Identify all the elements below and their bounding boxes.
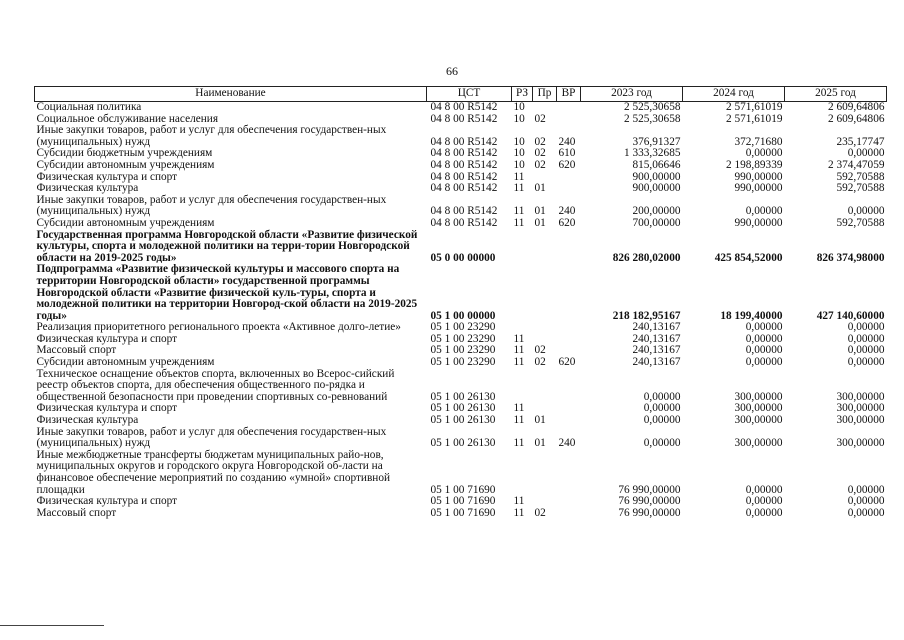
table-row bbox=[35, 508, 887, 520]
row-2023: 76 990,00000 bbox=[618, 495, 681, 508]
row-cst: 05 1 00 26130 bbox=[430, 402, 496, 415]
row-vr bbox=[557, 102, 581, 114]
table-header-row bbox=[35, 87, 887, 102]
row-2024: 0,00000 bbox=[745, 483, 783, 496]
row-2023: 700,00000 bbox=[632, 216, 681, 229]
row-pr: 02 bbox=[534, 158, 546, 171]
row-vr bbox=[557, 450, 581, 496]
row-rz: 11 bbox=[513, 332, 525, 345]
row-2025: 0,00000 bbox=[847, 344, 885, 357]
row-cst: 05 1 00 71690 bbox=[430, 483, 496, 496]
row-2024: 2 571,61019 bbox=[726, 101, 783, 113]
row-2023: 240,13167 bbox=[632, 321, 681, 334]
row-2025: 300,00000 bbox=[836, 414, 885, 427]
row-2023: 376,91327 bbox=[632, 135, 681, 148]
row-name: Иные закупки товаров, работ и услуг для обеспечения государствен-ных (муниципальных) нужд bbox=[36, 193, 387, 218]
table-row bbox=[35, 125, 887, 148]
row-2023: 2 525,30658 bbox=[624, 101, 681, 113]
row-2023: 1 333,32685 bbox=[624, 147, 681, 160]
row-cst: 05 1 00 71690 bbox=[430, 506, 496, 519]
row-2025: 592,70588 bbox=[836, 216, 885, 229]
row-rz: 10 bbox=[513, 101, 525, 113]
row-2023: 240,13167 bbox=[632, 332, 681, 345]
row-pr bbox=[533, 264, 557, 322]
row-2025: 0,00000 bbox=[847, 147, 885, 160]
header-2024: 2024 год bbox=[683, 87, 785, 102]
row-name: Физическая культура и спорт bbox=[36, 170, 178, 183]
row-rz: 11 bbox=[513, 170, 525, 183]
row-name: Реализация приоритетного регионального проекта «Активное долго-летие» bbox=[36, 321, 401, 334]
table-row bbox=[35, 102, 887, 114]
row-2023: 2 525,30658 bbox=[624, 112, 681, 125]
header-name: Наименование bbox=[35, 87, 427, 102]
row-2023: 76 990,00000 bbox=[618, 506, 681, 519]
row-2023: 200,00000 bbox=[632, 205, 681, 218]
row-name: Массовый спорт bbox=[36, 506, 117, 519]
row-2025: 2 609,64806 bbox=[828, 101, 885, 113]
row-pr: 01 bbox=[534, 205, 546, 218]
table-row bbox=[35, 195, 887, 218]
header-cst: ЦСТ bbox=[427, 87, 512, 102]
row-2025: 235,17747 bbox=[836, 135, 885, 148]
table-row bbox=[35, 230, 887, 265]
row-name: Субсидии автономным учреждениям bbox=[36, 158, 215, 171]
row-vr bbox=[557, 114, 581, 126]
row-2024: 300,00000 bbox=[734, 437, 783, 450]
row-2024: 0,00000 bbox=[745, 321, 783, 334]
budget-table bbox=[34, 86, 887, 519]
row-cst: 04 8 00 R5142 bbox=[430, 101, 498, 113]
row-2023: 900,00000 bbox=[632, 170, 681, 183]
row-cst: 04 8 00 R5142 bbox=[430, 205, 498, 218]
table-row bbox=[35, 160, 887, 172]
row-name: Социальная политика bbox=[36, 101, 142, 113]
row-rz: 10 bbox=[513, 112, 525, 125]
row-pr: 02 bbox=[534, 506, 546, 519]
header-2023: 2023 год bbox=[581, 87, 683, 102]
row-2025: 2 609,64806 bbox=[828, 112, 885, 125]
row-name: Социальное обслуживание населения bbox=[36, 112, 219, 125]
row-2025: 300,00000 bbox=[836, 390, 885, 403]
table-row bbox=[35, 427, 887, 450]
row-2024: 0,00000 bbox=[745, 332, 783, 345]
row-pr bbox=[533, 322, 557, 334]
row-2023: 0,00000 bbox=[643, 437, 681, 450]
row-pr: 02 bbox=[534, 147, 546, 160]
row-2023: 0,00000 bbox=[643, 414, 681, 427]
row-2025: 0,00000 bbox=[847, 356, 885, 369]
row-2024: 0,00000 bbox=[745, 147, 783, 160]
row-pr bbox=[533, 102, 557, 114]
row-rz: 11 bbox=[513, 506, 525, 519]
row-2023: 0,00000 bbox=[643, 402, 681, 415]
row-rz: 11 bbox=[513, 402, 525, 415]
header-pr: Пр bbox=[533, 87, 557, 102]
row-vr: 620 bbox=[558, 356, 576, 369]
row-2024: 990,00000 bbox=[734, 216, 783, 229]
row-2023: 826 280,02000 bbox=[612, 251, 681, 264]
row-2023: 240,13167 bbox=[632, 356, 681, 369]
row-vr: 240 bbox=[558, 135, 576, 148]
row-pr bbox=[533, 369, 557, 404]
row-rz bbox=[512, 230, 533, 265]
row-rz bbox=[512, 450, 533, 496]
table-row bbox=[35, 183, 887, 195]
row-pr: 01 bbox=[534, 414, 546, 427]
row-2024: 990,00000 bbox=[734, 170, 783, 183]
table-row bbox=[35, 450, 887, 496]
row-name: Иные закупки товаров, работ и услуг для обеспечения государствен-ных (муниципальных) нужд bbox=[36, 425, 387, 450]
row-2025: 427 140,60000 bbox=[816, 309, 885, 322]
row-2023: 0,00000 bbox=[643, 390, 681, 403]
row-vr bbox=[557, 496, 581, 508]
row-cst: 05 0 00 00000 bbox=[430, 251, 496, 264]
row-cst: 04 8 00 R5142 bbox=[430, 147, 498, 160]
header-vr: ВР bbox=[557, 87, 581, 102]
row-2024: 990,00000 bbox=[734, 182, 783, 195]
row-rz: 11 bbox=[513, 216, 525, 229]
table-row bbox=[35, 218, 887, 230]
row-vr bbox=[557, 230, 581, 265]
row-cst: 05 1 00 23290 bbox=[430, 332, 496, 345]
row-rz: 11 bbox=[513, 182, 525, 195]
table-row bbox=[35, 369, 887, 404]
row-pr: 02 bbox=[534, 112, 546, 125]
row-pr: 01 bbox=[534, 437, 546, 450]
row-2023: 76 990,00000 bbox=[618, 483, 681, 496]
row-name: Субсидии бюджетным учреждениям bbox=[36, 147, 213, 160]
row-2024: 0,00000 bbox=[745, 205, 783, 218]
row-vr: 240 bbox=[558, 205, 576, 218]
row-name: Физическая культура и спорт bbox=[36, 332, 178, 345]
row-pr: 01 bbox=[534, 216, 546, 229]
row-vr bbox=[557, 334, 581, 346]
row-2025: 0,00000 bbox=[847, 483, 885, 496]
row-rz: 11 bbox=[513, 344, 525, 357]
row-2023: 240,13167 bbox=[632, 344, 681, 357]
table-body bbox=[35, 102, 887, 520]
row-cst: 04 8 00 R5142 bbox=[430, 216, 498, 229]
row-name: Иные межбюджетные трансферты бюджетам муниципальных райо-нов, муниципальных округов и городского округа Новгородской об-ласти на финансовое обеспечение мероприятий по созданию «умной» спортивной площадки bbox=[36, 448, 391, 496]
row-vr bbox=[557, 183, 581, 195]
row-2024: 300,00000 bbox=[734, 402, 783, 415]
row-2023: 900,00000 bbox=[632, 182, 681, 195]
row-vr bbox=[557, 172, 581, 184]
row-cst: 05 1 00 23290 bbox=[430, 356, 496, 369]
row-cst: 04 8 00 R5142 bbox=[430, 135, 498, 148]
row-vr bbox=[557, 508, 581, 520]
row-2025: 2 374,47059 bbox=[828, 158, 885, 171]
row-2025: 592,70588 bbox=[836, 182, 885, 195]
row-2025: 0,00000 bbox=[847, 332, 885, 345]
row-name: Массовый спорт bbox=[36, 344, 117, 357]
header-2025: 2025 год bbox=[785, 87, 887, 102]
row-2025: 300,00000 bbox=[836, 402, 885, 415]
row-2024: 0,00000 bbox=[745, 344, 783, 357]
row-vr bbox=[557, 264, 581, 322]
footer-divider bbox=[0, 625, 104, 626]
row-vr: 620 bbox=[558, 158, 576, 171]
row-cst: 04 8 00 R5142 bbox=[430, 182, 498, 195]
table-row bbox=[35, 357, 887, 369]
row-2024: 0,00000 bbox=[745, 356, 783, 369]
row-vr: 240 bbox=[558, 437, 576, 450]
row-2025: 0,00000 bbox=[847, 321, 885, 334]
page-number: 66 bbox=[446, 64, 458, 78]
row-cst: 04 8 00 R5142 bbox=[430, 112, 498, 125]
row-2024: 2 571,61019 bbox=[726, 112, 783, 125]
row-2025: 0,00000 bbox=[847, 205, 885, 218]
row-rz bbox=[512, 264, 533, 322]
row-rz bbox=[512, 369, 533, 404]
row-pr: 01 bbox=[534, 182, 546, 195]
row-name: Иные закупки товаров, работ и услуг для обеспечения государствен-ных (муниципальных) нужд bbox=[36, 124, 387, 148]
row-2025: 0,00000 bbox=[847, 506, 885, 519]
row-vr bbox=[557, 322, 581, 334]
row-2025: 0,00000 bbox=[847, 495, 885, 508]
row-name: Субсидии автономным учреждениям bbox=[36, 356, 215, 369]
row-name: Субсидии автономным учреждениям bbox=[36, 216, 215, 229]
row-vr bbox=[557, 369, 581, 404]
row-cst: 05 1 00 23290 bbox=[430, 321, 496, 334]
row-rz: 11 bbox=[513, 356, 525, 369]
row-2024: 300,00000 bbox=[734, 414, 783, 427]
table-row bbox=[35, 264, 887, 322]
row-cst: 05 1 00 00000 bbox=[430, 309, 496, 322]
row-2025: 592,70588 bbox=[836, 170, 885, 183]
row-rz: 11 bbox=[513, 205, 525, 218]
row-pr bbox=[533, 230, 557, 265]
table-row bbox=[35, 415, 887, 427]
row-cst: 05 1 00 23290 bbox=[430, 344, 496, 357]
row-cst: 05 1 00 26130 bbox=[430, 414, 496, 427]
row-2024: 300,00000 bbox=[734, 390, 783, 403]
row-pr bbox=[533, 450, 557, 496]
row-pr: 02 bbox=[534, 356, 546, 369]
row-2025: 300,00000 bbox=[836, 437, 885, 450]
row-name: Государственная программа Новгородской области «Развитие физической культуры, спорта и молодежной политики на терри-тории Новгородской области на 2019-2025 годы» bbox=[36, 228, 418, 264]
row-rz: 11 bbox=[513, 437, 525, 450]
row-cst: 05 1 00 26130 bbox=[430, 390, 496, 403]
row-pr: 02 bbox=[534, 135, 546, 148]
row-cst: 05 1 00 71690 bbox=[430, 495, 496, 508]
row-2024: 372,71680 bbox=[734, 135, 783, 148]
row-rz: 11 bbox=[513, 495, 525, 508]
row-rz: 10 bbox=[513, 147, 525, 160]
row-vr: 620 bbox=[558, 216, 576, 229]
row-name: Физическая культура bbox=[36, 414, 139, 427]
row-name: Физическая культура и спорт bbox=[36, 402, 178, 415]
row-2024: 18 199,40000 bbox=[720, 309, 783, 322]
row-2023: 815,06646 bbox=[632, 158, 681, 171]
row-rz: 10 bbox=[513, 135, 525, 148]
row-vr bbox=[557, 415, 581, 427]
row-name: Подпрограмма «Развитие физической культуры и массового спорта на территории Новгородской области» государственной программы Новгородской области «Развитие физической куль-туры, спорта и молодежной политики на территории Новгород-ской области на 2019-2025 годы» bbox=[36, 263, 418, 322]
row-rz: 10 bbox=[513, 158, 525, 171]
row-2024: 0,00000 bbox=[745, 506, 783, 519]
row-2024: 2 198,89339 bbox=[726, 158, 783, 171]
row-rz: 11 bbox=[513, 414, 525, 427]
row-name: Физическая культура bbox=[36, 182, 139, 195]
row-2024: 0,00000 bbox=[745, 495, 783, 508]
row-vr: 610 bbox=[558, 147, 576, 160]
row-2023: 218 182,95167 bbox=[612, 309, 681, 322]
row-2024: 425 854,52000 bbox=[714, 251, 783, 264]
row-pr: 02 bbox=[534, 344, 546, 357]
header-rz: РЗ bbox=[512, 87, 533, 102]
row-cst: 05 1 00 26130 bbox=[430, 437, 496, 450]
row-2025: 826 374,98000 bbox=[816, 251, 885, 264]
row-name: Физическая культура и спорт bbox=[36, 495, 178, 508]
row-name: Техническое оснащение объектов спорта, включенных во Всерос-сийский реестр объектов спорта, для обеспечения общественного по-рядка и общественной безопасности при проведении спортивных со-ревнований bbox=[36, 367, 395, 403]
row-cst: 04 8 00 R5142 bbox=[430, 170, 498, 183]
row-cst: 04 8 00 R5142 bbox=[430, 158, 498, 171]
row-vr bbox=[557, 403, 581, 415]
